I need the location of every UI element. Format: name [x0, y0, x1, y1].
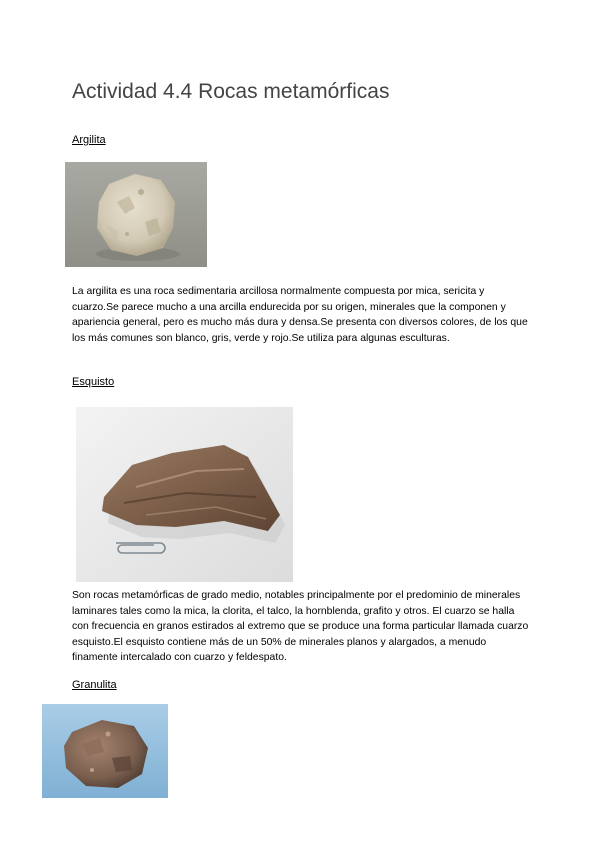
section-heading-esquisto: Esquisto	[72, 376, 115, 388]
paragraph-esquisto: Son rocas metamórficas de grado medio, notables principalmente por el predominio de minerales laminares tales como la mica, la clorita, el talco, la hornblenda, grafito y otros. El cuarzo se halla con frecuencia en granos estirados al extremo que se produce una forma particular llamada cuarzo esquisto.El esquisto contiene más de un 50% de minerales planos y alargados, a menudo finamente intercalado con cuarzo y feldespato.	[72, 590, 529, 663]
esquisto-photo	[76, 407, 293, 582]
granulita-photo	[42, 704, 168, 798]
paragraph-argilita: La argilita es una roca sedimentaria arcillosa normalmente compuesta por mica, sericita y cuarzo.Se parece mucho a una arcilla endurecida por su origen, minerales que la componen y apariencia general, pero es mucho más dura y densa.Se presenta con diversos colores, de los que los más comunes son blanco, gris, verde y rojo.Se utiliza para algunas esculturas.	[72, 286, 528, 344]
argilita-photo	[65, 162, 207, 267]
section-heading-argilita: Argilita	[72, 134, 106, 146]
page-title: Actividad 4.4 Rocas metamórficas	[72, 80, 390, 103]
section-heading-granulita: Granulita	[72, 679, 117, 691]
